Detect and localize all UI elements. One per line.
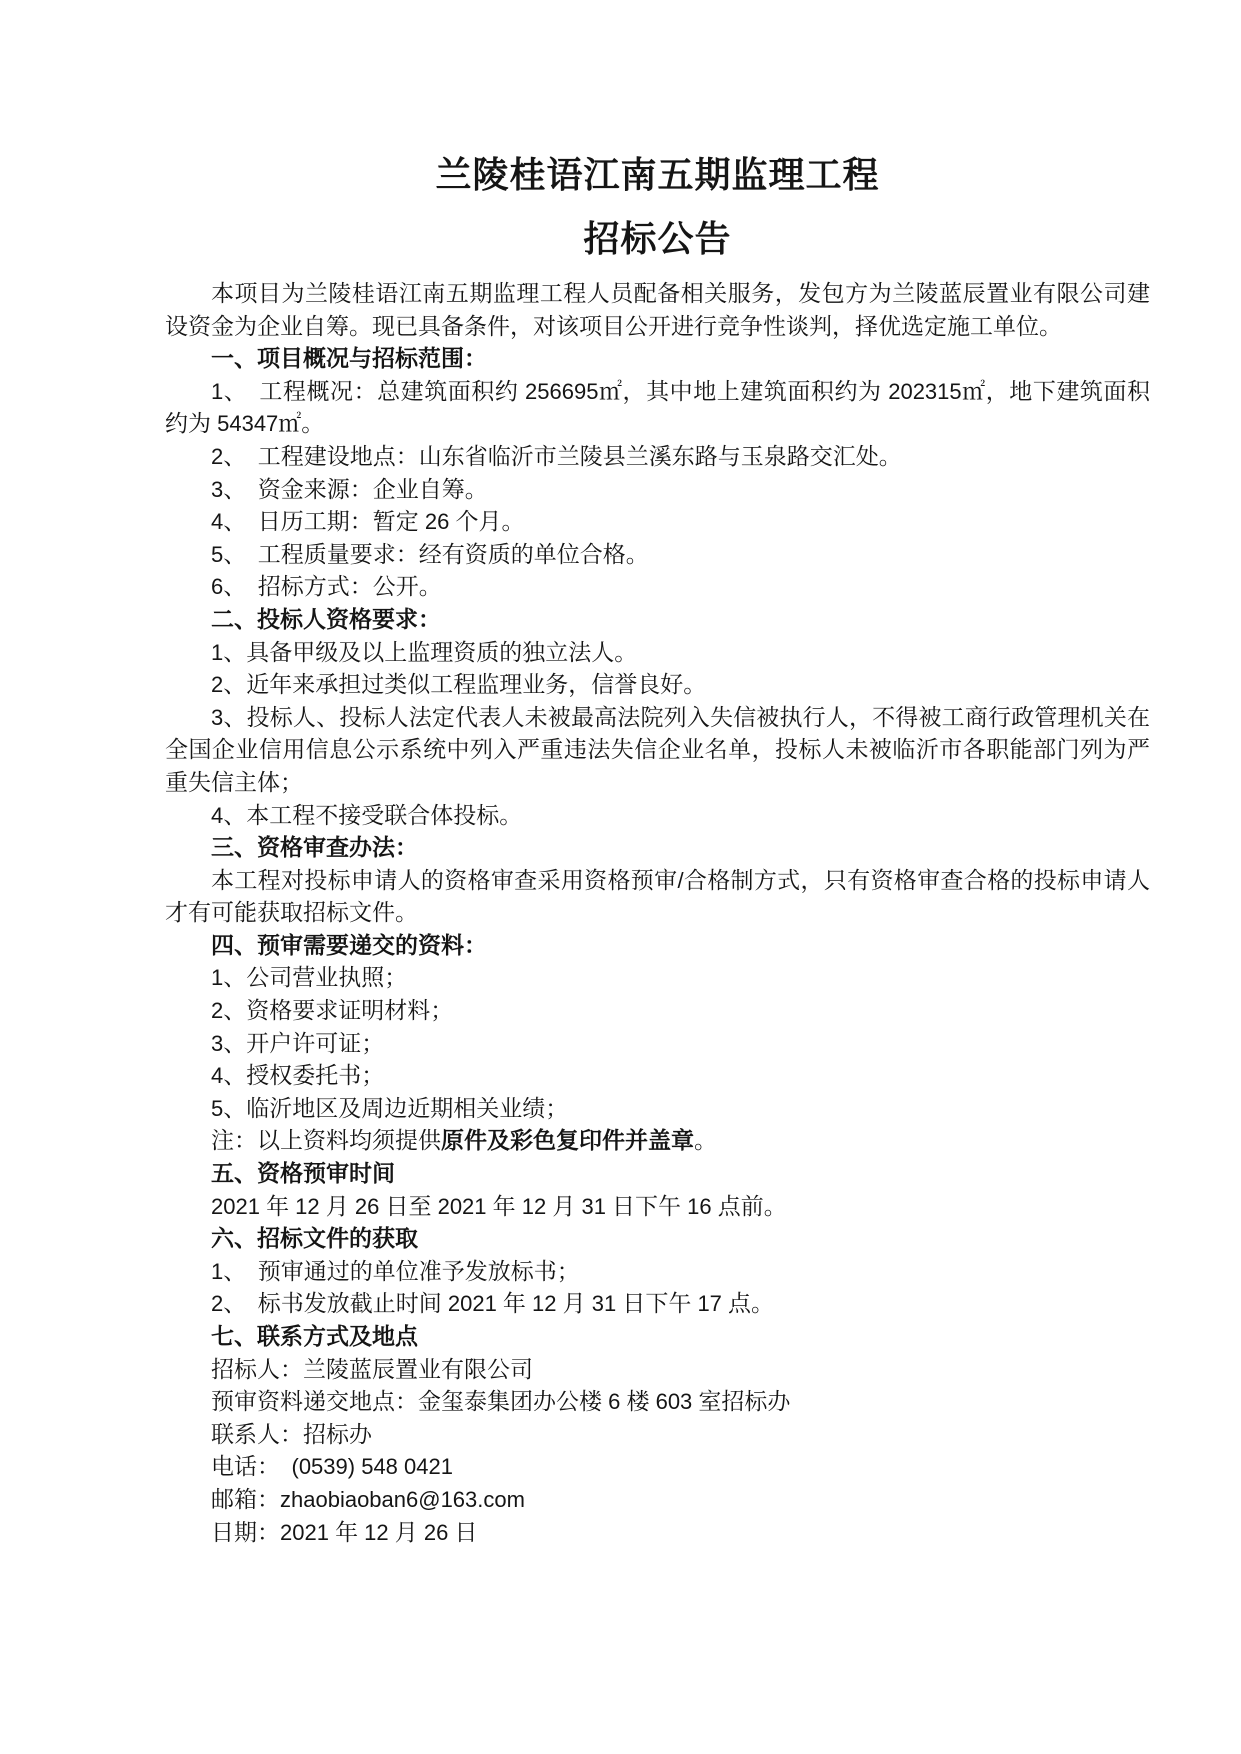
latin-text: 603 [649,1389,699,1415]
latin-text: 12 [525,1291,563,1317]
latin-text: 12 [515,1193,553,1219]
text: 3、 资金来源：企业自筹。 [211,476,488,502]
text: 。 [694,1128,717,1154]
text: 招标人：兰陵蓝辰置业有限公司 [211,1356,533,1382]
latin-text: / [677,867,684,893]
paragraph [165,278,1150,343]
latin-text: 4 [211,1063,224,1089]
text: 二、投标人资格要求： [211,606,441,632]
latin-text: 26 [417,1519,455,1545]
latin-text: 4 [211,802,224,828]
paragraph [165,1386,1150,1419]
text: 五、资格预审时间 [211,1161,395,1187]
latin-text: 3 [211,704,224,730]
doc-subtitle: 招标公告 [583,219,732,259]
text: 一、项目概况与招标范围： [211,346,487,372]
latin-text: 2021 [280,1519,336,1545]
text: 1、 预审通过的单位准予发放标书； [211,1258,580,1284]
doc-title: 兰陵桂语江南五期监理工程 [435,155,880,195]
section-heading [165,1321,1150,1354]
latin-text: 31 [585,1291,623,1317]
latin-text: 31 [575,1193,613,1219]
text: 三、资格审查办法： [211,835,418,861]
text: 日期：2021 年 12 月 26 日 [211,1519,478,1545]
text: 4、 日历工期：暂定 26 个月。 [211,509,525,535]
section-heading [165,1223,1150,1256]
text: 3、开户许可证； [211,1030,385,1056]
latin-text: 2021 [441,1291,503,1317]
text: 2、 标书发放截止时间 2021 年 12 月 31 日下午 17 点。 [211,1291,775,1317]
latin-text: 6 [211,574,224,600]
paragraph [165,441,1150,474]
text: 邮箱：zhaobiaoban6@163.com [211,1486,525,1512]
paragraph [165,800,1150,833]
paragraph [165,962,1150,995]
text: 5、 工程质量要求：经有资质的单位合格。 [211,541,649,567]
latin-text: 2 [211,998,224,1024]
latin-text: 5 [211,1095,224,1121]
text: 注：以上资料均须提供 [211,1128,441,1154]
paragraph [165,995,1150,1028]
text: 2、近年来承担过类似工程监理业务，信誉良好。 [211,672,707,698]
doc-body [165,278,1150,1549]
text: 1、公司营业执照； [211,965,408,991]
latin-text: 12 [289,1193,326,1219]
text: 电话： (0539) 548 0421 [211,1454,453,1480]
latin-text: 26 [348,1193,386,1219]
section-heading [165,1158,1150,1191]
section-heading [165,832,1150,865]
text: 本项目为兰陵桂语江南五期监理工程人员配备相关服务，发包方为兰陵蓝辰置业有限公司建设资金为企业自筹。现已具备条件，对该项目公开进行竞争性谈判，择优选定施工单位。 [165,281,1150,339]
latin-text: 26 [418,509,456,535]
text: 2、资格要求证明材料； [211,998,454,1024]
text: 六、招标文件的获取 [211,1226,418,1252]
paragraph [165,1517,1150,1550]
text: 2、 工程建设地点：山东省临沂市兰陵县兰溪东路与玉泉路交汇处。 [211,443,902,469]
latin-text: 1 [211,639,224,665]
latin-text: 54347 [211,411,279,437]
paragraph [165,1354,1150,1387]
paragraph [165,474,1150,507]
latin-text: 2021 [211,1193,267,1219]
bold-text: 原件及彩色复印件并盖章 [441,1128,694,1154]
latin-text: 5 [211,541,224,567]
text: 3、投标人、投标人法定代表人未被最高法院列入失信被执行人，不得被工商行政管理机关在全国企业信用信息公示系统中列入严重违法失信企业名单，投标人未被临沂市各职能部门列为严重失信主体； [165,704,1150,795]
latin-text: 6 [602,1389,627,1415]
paragraph [165,1191,1150,1224]
paragraph [165,1451,1150,1484]
latin-text: 12 [358,1519,395,1545]
text: 预审资料递交地点：金玺泰集团办公楼 6 楼 603 室招标办 [211,1389,791,1415]
paragraph [165,1093,1150,1126]
paragraph [165,637,1150,670]
paragraph [165,1060,1150,1093]
latin-text: 4 [211,509,224,535]
paragraph [165,571,1150,604]
paragraph [165,1256,1150,1289]
latin-text: (0539) 548 0421 [291,1454,453,1480]
text: 5、临沂地区及周边近期相关业绩； [211,1095,569,1121]
latin-text: 2021 [431,1193,493,1219]
paragraph [165,539,1150,572]
text: 2021 年 12 月 26 日至 2021 年 12 月 31 日下午 16 点前。 [211,1193,787,1219]
latin-text: 17 [691,1291,729,1317]
text: 4、本工程不接受联合体投标。 [211,802,523,828]
text: 1、 工程概况：总建筑面积约 256695㎡，其中地上建筑面积约为 202315㎡，地下建筑面积约为 54347㎡。 [165,378,1151,437]
paragraph [165,865,1150,930]
text: 四、预审需要递交的资料： [211,932,487,958]
paragraph [165,669,1150,702]
text: 七、联系方式及地点 [211,1324,418,1349]
text: 联系人：招标办 [211,1421,372,1447]
latin-text: 3 [211,476,224,502]
section-heading [165,343,1150,376]
latin-text: 3 [211,1030,224,1056]
paragraph [165,1288,1150,1321]
latin-text: 1 [211,965,224,991]
paragraph [165,1028,1150,1061]
section-heading [165,604,1150,637]
section-heading [165,930,1150,963]
latin-text: 202315 [881,378,962,404]
latin-text: 2 [211,443,224,469]
latin-text: 2 [211,672,224,698]
text: 6、 招标方式：公开。 [211,574,442,600]
latin-text: 16 [681,1193,718,1219]
text: 4、授权委托书； [211,1063,385,1089]
paragraph [165,376,1150,441]
paragraph [165,1419,1150,1452]
paragraph [165,702,1150,800]
paragraph [165,506,1150,539]
text: 1、具备甲级及以上监理资质的独立法人。 [211,639,638,665]
latin-text: 1 [211,1258,224,1284]
latin-text: 1 [211,378,224,404]
paragraph [165,1125,1150,1158]
latin-text: 256695 [518,378,599,404]
paragraph [165,1484,1150,1517]
text: 本工程对投标申请人的资格审查采用资格预审/合格制方式，只有资格审查合格的投标申请人才有可能获取招标文件。 [165,867,1151,926]
latin-text: 2 [211,1291,224,1317]
latin-text: zhaobiaoban6@163.com [280,1486,525,1512]
